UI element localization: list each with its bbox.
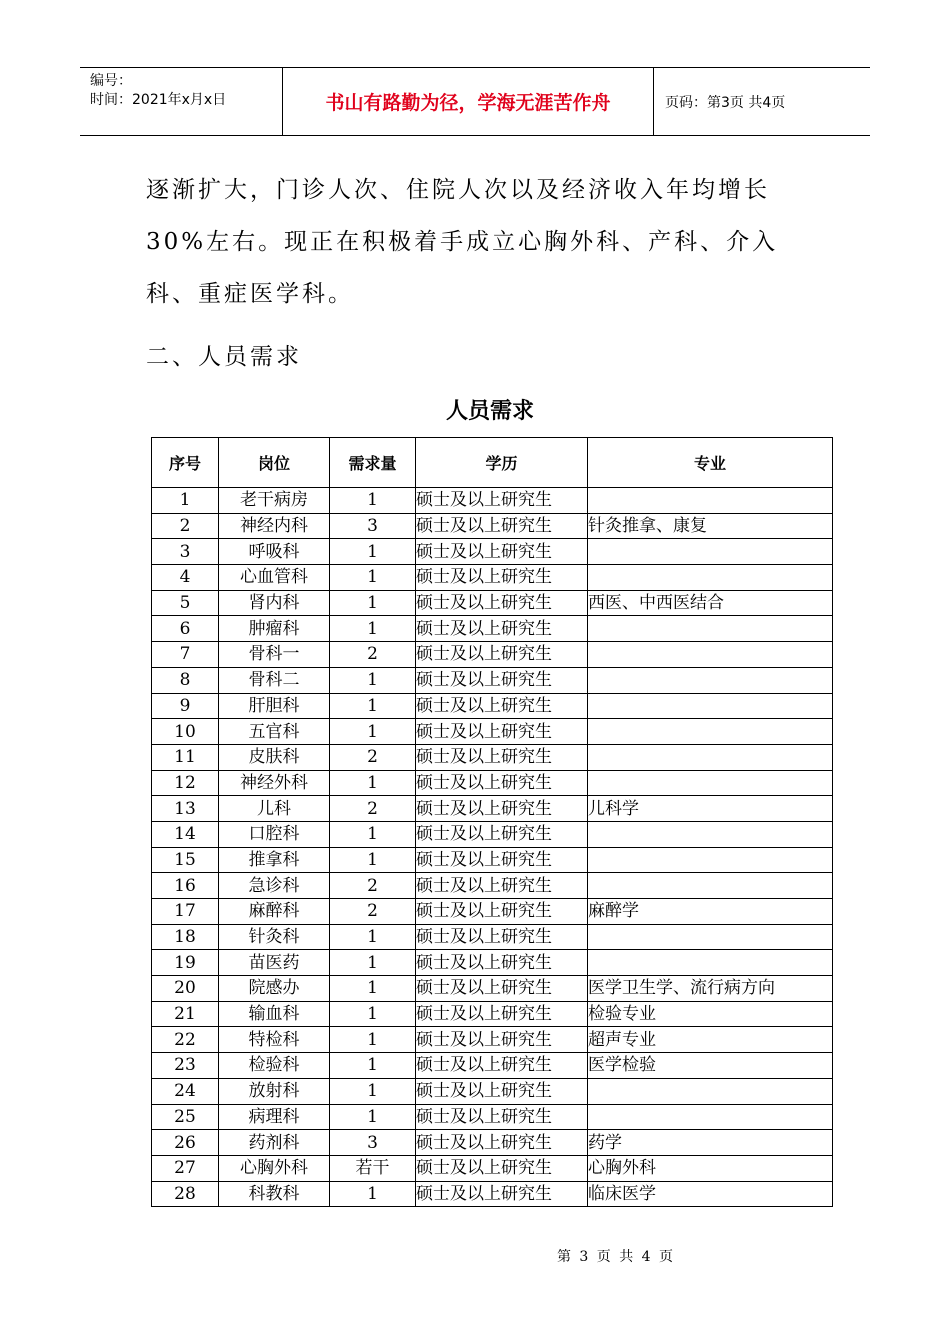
cell-quantity: 1 [330,693,416,719]
cell-education: 硕士及以上研究生 [416,565,588,591]
cell-quantity: 1 [330,770,416,796]
cell-position: 院感办 [219,976,330,1002]
cell-index: 18 [152,924,219,950]
cell-major: 针灸推拿、康复 [588,513,833,539]
cell-position: 病理科 [219,1104,330,1130]
header-motto: 书山有路勤为径，学海无涯苦作舟 [283,68,654,135]
column-header-education: 学历 [416,438,588,488]
staff-requirements-table [151,437,833,1207]
table-row [152,821,833,847]
cell-quantity: 1 [330,1181,416,1207]
cell-education: 硕士及以上研究生 [416,642,588,668]
cell-education: 硕士及以上研究生 [416,899,588,925]
cell-quantity: 1 [330,667,416,693]
cell-education: 硕士及以上研究生 [416,488,588,514]
cell-education: 硕士及以上研究生 [416,1053,588,1079]
cell-quantity: 1 [330,590,416,616]
cell-education: 硕士及以上研究生 [416,950,588,976]
cell-position: 呼吸科 [219,539,330,565]
cell-position: 药剂科 [219,1130,330,1156]
cell-major [588,770,833,796]
cell-position: 骨科二 [219,667,330,693]
cell-index: 27 [152,1155,219,1181]
cell-education: 硕士及以上研究生 [416,1130,588,1156]
page-header [80,67,870,136]
cell-position: 神经外科 [219,770,330,796]
cell-education: 硕士及以上研究生 [416,513,588,539]
cell-position: 输血科 [219,1001,330,1027]
cell-quantity: 1 [330,1001,416,1027]
cell-education: 硕士及以上研究生 [416,1001,588,1027]
table-row [152,1155,833,1181]
document-number-label: 编号： [90,73,132,89]
cell-education: 硕士及以上研究生 [416,667,588,693]
column-header-major: 专业 [588,438,833,488]
cell-index: 25 [152,1104,219,1130]
page-footer: 第 3 页 共 4 页 [556,1249,676,1265]
cell-index: 23 [152,1053,219,1079]
cell-major: 药学 [588,1130,833,1156]
table-row [152,642,833,668]
cell-index: 2 [152,513,219,539]
cell-quantity: 2 [330,744,416,770]
cell-major [588,847,833,873]
cell-index: 3 [152,539,219,565]
cell-education: 硕士及以上研究生 [416,770,588,796]
cell-major [588,1104,833,1130]
cell-major [588,744,833,770]
cell-quantity: 1 [330,847,416,873]
table-row [152,667,833,693]
table-row [152,950,833,976]
cell-position: 骨科一 [219,642,330,668]
table-row [152,1053,833,1079]
table-row [152,1001,833,1027]
table-row [152,1104,833,1130]
cell-major [588,616,833,642]
table-row [152,744,833,770]
cell-education: 硕士及以上研究生 [416,976,588,1002]
cell-quantity: 1 [330,1027,416,1053]
cell-major: 儿科学 [588,796,833,822]
cell-position: 苗医药 [219,950,330,976]
document-date: 时间：2021年x月x日 [90,92,227,108]
cell-position: 老干病房 [219,488,330,514]
cell-position: 推拿科 [219,847,330,873]
cell-quantity: 若干 [330,1155,416,1181]
table-row [152,873,833,899]
section-title: 二、人员需求 [146,344,302,370]
cell-major: 麻醉学 [588,899,833,925]
cell-education: 硕士及以上研究生 [416,590,588,616]
cell-education: 硕士及以上研究生 [416,744,588,770]
cell-index: 10 [152,719,219,745]
cell-index: 19 [152,950,219,976]
cell-major: 检验专业 [588,1001,833,1027]
cell-education: 硕士及以上研究生 [416,539,588,565]
cell-position: 皮肤科 [219,744,330,770]
cell-education: 硕士及以上研究生 [416,1078,588,1104]
cell-position: 特检科 [219,1027,330,1053]
cell-major: 医学卫生学、流行病方向 [588,976,833,1002]
table-row [152,976,833,1002]
cell-index: 28 [152,1181,219,1207]
cell-position: 针灸科 [219,924,330,950]
cell-index: 16 [152,873,219,899]
cell-quantity: 1 [330,1078,416,1104]
cell-position: 放射科 [219,1078,330,1104]
cell-major [588,693,833,719]
cell-position: 儿科 [219,796,330,822]
cell-position: 科教科 [219,1181,330,1207]
cell-quantity: 1 [330,1104,416,1130]
cell-quantity: 1 [330,950,416,976]
table-body [152,488,833,1207]
table-row [152,1027,833,1053]
cell-major [588,719,833,745]
cell-position: 肝胆科 [219,693,330,719]
cell-quantity: 3 [330,513,416,539]
cell-index: 15 [152,847,219,873]
cell-index: 21 [152,1001,219,1027]
cell-major [588,667,833,693]
cell-quantity: 1 [330,976,416,1002]
cell-major [588,1078,833,1104]
cell-position: 急诊科 [219,873,330,899]
cell-education: 硕士及以上研究生 [416,719,588,745]
table-row [152,719,833,745]
cell-major: 临床医学 [588,1181,833,1207]
cell-major: 医学检验 [588,1053,833,1079]
cell-major [588,565,833,591]
cell-quantity: 1 [330,1053,416,1079]
cell-quantity: 1 [330,565,416,591]
cell-quantity: 2 [330,796,416,822]
table-row [152,590,833,616]
cell-education: 硕士及以上研究生 [416,693,588,719]
cell-major [588,873,833,899]
cell-major: 超声专业 [588,1027,833,1053]
cell-education: 硕士及以上研究生 [416,821,588,847]
column-header-index: 序号 [152,438,219,488]
table-row [152,924,833,950]
cell-quantity: 1 [330,719,416,745]
table-row [152,539,833,565]
cell-major [588,821,833,847]
table-title: 人员需求 [445,399,534,424]
table-row [152,693,833,719]
cell-education: 硕士及以上研究生 [416,847,588,873]
cell-position: 五官科 [219,719,330,745]
cell-position: 神经内科 [219,513,330,539]
cell-position: 检验科 [219,1053,330,1079]
table-row [152,565,833,591]
cell-index: 13 [152,796,219,822]
cell-quantity: 1 [330,924,416,950]
cell-index: 20 [152,976,219,1002]
cell-major [588,488,833,514]
table-row [152,1078,833,1104]
cell-quantity: 1 [330,616,416,642]
cell-education: 硕士及以上研究生 [416,796,588,822]
header-meta [80,68,283,135]
cell-index: 24 [152,1078,219,1104]
cell-index: 9 [152,693,219,719]
cell-index: 6 [152,616,219,642]
cell-quantity: 1 [330,539,416,565]
cell-index: 4 [152,565,219,591]
cell-education: 硕士及以上研究生 [416,873,588,899]
cell-major [588,642,833,668]
cell-position: 肿瘤科 [219,616,330,642]
body-paragraph: 逐渐扩大，门诊人次、住院人次以及经济收入年均增长30%左右。现正在积极着手成立心胸外科、产科、介入科、重症医学科。 [146,177,779,307]
cell-education: 硕士及以上研究生 [416,1155,588,1181]
table-row [152,899,833,925]
table-header-row [152,438,833,488]
cell-education: 硕士及以上研究生 [416,1104,588,1130]
cell-index: 1 [152,488,219,514]
cell-index: 7 [152,642,219,668]
table-row [152,488,833,514]
cell-major [588,950,833,976]
table-row [152,616,833,642]
cell-index: 26 [152,1130,219,1156]
cell-index: 14 [152,821,219,847]
cell-major [588,539,833,565]
cell-position: 心胸外科 [219,1155,330,1181]
cell-position: 麻醉科 [219,899,330,925]
cell-index: 11 [152,744,219,770]
cell-major: 心胸外科 [588,1155,833,1181]
cell-index: 5 [152,590,219,616]
column-header-quantity: 需求量 [330,438,416,488]
header-page-info: 页码：第3页 共4页 [665,94,786,111]
column-header-position: 岗位 [219,438,330,488]
table-row [152,847,833,873]
cell-major [588,924,833,950]
cell-position: 心血管科 [219,565,330,591]
cell-position: 口腔科 [219,821,330,847]
table-row [152,796,833,822]
cell-index: 22 [152,1027,219,1053]
table-row [152,770,833,796]
cell-education: 硕士及以上研究生 [416,924,588,950]
table-row [152,513,833,539]
table-header [152,438,833,488]
cell-education: 硕士及以上研究生 [416,616,588,642]
cell-major: 西医、中西医结合 [588,590,833,616]
table-row [152,1181,833,1207]
cell-education: 硕士及以上研究生 [416,1181,588,1207]
cell-quantity: 1 [330,821,416,847]
cell-index: 8 [152,667,219,693]
table-row [152,1130,833,1156]
cell-index: 17 [152,899,219,925]
cell-education: 硕士及以上研究生 [416,1027,588,1053]
cell-position: 肾内科 [219,590,330,616]
cell-quantity: 2 [330,642,416,668]
cell-quantity: 1 [330,488,416,514]
cell-quantity: 2 [330,899,416,925]
cell-quantity: 3 [330,1130,416,1156]
cell-index: 12 [152,770,219,796]
cell-quantity: 2 [330,873,416,899]
